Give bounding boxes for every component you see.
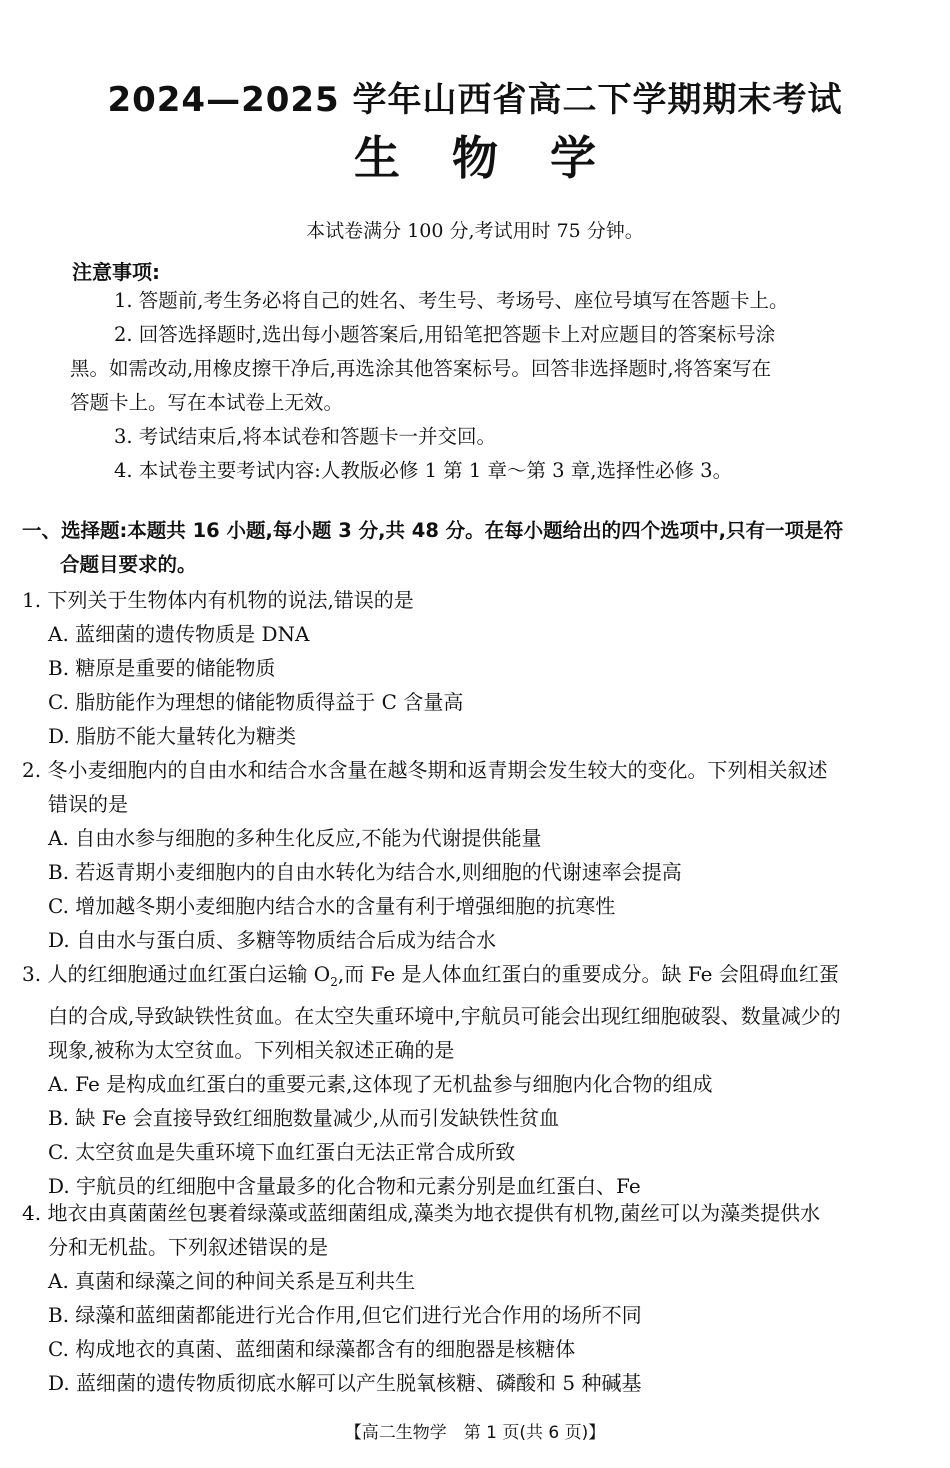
question-4-option-a: A. 真菌和绿藻之间的种间关系是互利共生 [48, 1269, 416, 1293]
question-3-stem-line1-b: ,而 Fe 是人体血红蛋白的重要成分。缺 Fe 会阻碍血红蛋 [337, 962, 839, 986]
question-3-stem-line3: 现象,被称为太空贫血。下列相关叙述正确的是 [48, 1038, 455, 1062]
section-heading-line2: 合题目要求的。 [60, 553, 197, 576]
question-3-option-d: D. 宇航员的红细胞中含量最多的化合物和元素分别是血红蛋白、Fe [48, 1174, 641, 1198]
question-2-stem-line1: 2. 冬小麦细胞内的自由水和结合水含量在越冬期和返青期会发生较大的变化。下列相关叙述 [22, 758, 828, 782]
question-4-option-c: C. 构成地衣的真菌、蓝细菌和绿藻都含有的细胞器是核糖体 [48, 1337, 576, 1361]
notice-item-3: 3. 考试结束后,将本试卷和答题卡一并交回。 [114, 425, 497, 448]
notice-list [70, 284, 910, 488]
notice-item-2-line1: 2. 回答选择题时,选出每小题答案后,用铅笔把答题卡上对应题目的答案标号涂 [114, 323, 776, 346]
question-4-stem-line2: 分和无机盐。下列叙述错误的是 [48, 1235, 328, 1259]
notice-heading: 注意事项: [72, 260, 160, 284]
notice-item-2-line2: 黑。如需改动,用橡皮擦干净后,再选涂其他答案标号。回答非选择题时,将答案写在 [70, 357, 772, 380]
question-1 [22, 583, 930, 753]
question-3-stem-line2: 白的合成,导致缺铁性贫血。在太空失重环境中,宇航员可能会出现红细胞破裂、数量减少的 [48, 1004, 841, 1028]
question-3-option-b: B. 缺 Fe 会直接导致红细胞数量减少,从而引发缺铁性贫血 [48, 1106, 560, 1130]
question-3-stem-line1-a: 3. 人的红细胞通过血红蛋白运输 O [22, 962, 331, 986]
question-2-option-d: D. 自由水与蛋白质、多糖等物质结合后成为结合水 [48, 928, 497, 952]
exam-title: 2024—2025 学年山西省高二下学期期末考试 [107, 80, 843, 120]
exam-info: 本试卷满分 100 分,考试用时 75 分钟。 [306, 220, 644, 242]
question-2-option-c: C. 增加越冬期小麦细胞内结合水的含量有利于增强细胞的抗寒性 [48, 894, 616, 918]
question-2-option-a: A. 自由水参与细胞的多种生化反应,不能为代谢提供能量 [48, 826, 542, 850]
notice-item-1: 1. 答题前,考生务必将自己的姓名、考生号、考场号、座位号填写在答题卡上。 [114, 289, 789, 312]
notice-item-2-line3: 答题卡上。写在本试卷上无效。 [70, 391, 344, 414]
question-1-option-d: D. 脂肪不能大量转化为糖类 [48, 724, 297, 748]
section-heading-line1: 一、选择题:本题共 16 小题,每小题 3 分,共 48 分。在每小题给出的四个选项中,只有一项是符 [22, 519, 844, 542]
question-2 [22, 753, 930, 957]
question-2-option-b: B. 若返青期小麦细胞内的自由水转化为结合水,则细胞的代谢速率会提高 [48, 860, 682, 884]
subject-title: 生物学 [354, 131, 648, 185]
notice-item-4: 4. 本试卷主要考试内容:人教版必修 1 第 1 章～第 3 章,选择性必修 3。 [114, 459, 733, 482]
question-3-stem-line1 [22, 957, 930, 999]
question-4-option-b: B. 绿藻和蓝细菌都能进行光合作用,但它们进行光合作用的场所不同 [48, 1303, 642, 1327]
question-4-stem-line1: 4. 地衣由真菌菌丝包裹着绿藻或蓝细菌组成,藻类为地衣提供有机物,菌丝可以为藻类提供水 [22, 1201, 821, 1225]
question-3-option-a: A. Fe 是构成血红蛋白的重要元素,这体现了无机盐参与细胞内化合物的组成 [48, 1072, 713, 1096]
question-1-option-b: B. 糖原是重要的储能物质 [48, 656, 276, 680]
page-footer: 【高二生物学 第 1 页(共 6 页)】 [344, 1423, 606, 1443]
question-3-option-c: C. 太空贫血是失重环境下血红蛋白无法正常合成所致 [48, 1140, 516, 1164]
question-1-option-c: C. 脂肪能作为理想的储能物质得益于 C 含量高 [48, 690, 464, 714]
question-4-option-d: D. 蓝细菌的遗传物质彻底水解可以产生脱氧核糖、磷酸和 5 种碱基 [48, 1371, 642, 1395]
question-1-option-a: A. 蓝细菌的遗传物质是 DNA [48, 622, 310, 646]
question-3 [22, 957, 930, 1203]
question-1-stem: 1. 下列关于生物体内有机物的说法,错误的是 [22, 588, 414, 612]
question-4 [22, 1196, 930, 1400]
section-heading [22, 514, 932, 582]
question-3-stem-subscript: 2 [330, 975, 338, 989]
question-2-stem-line2: 错误的是 [48, 792, 128, 816]
